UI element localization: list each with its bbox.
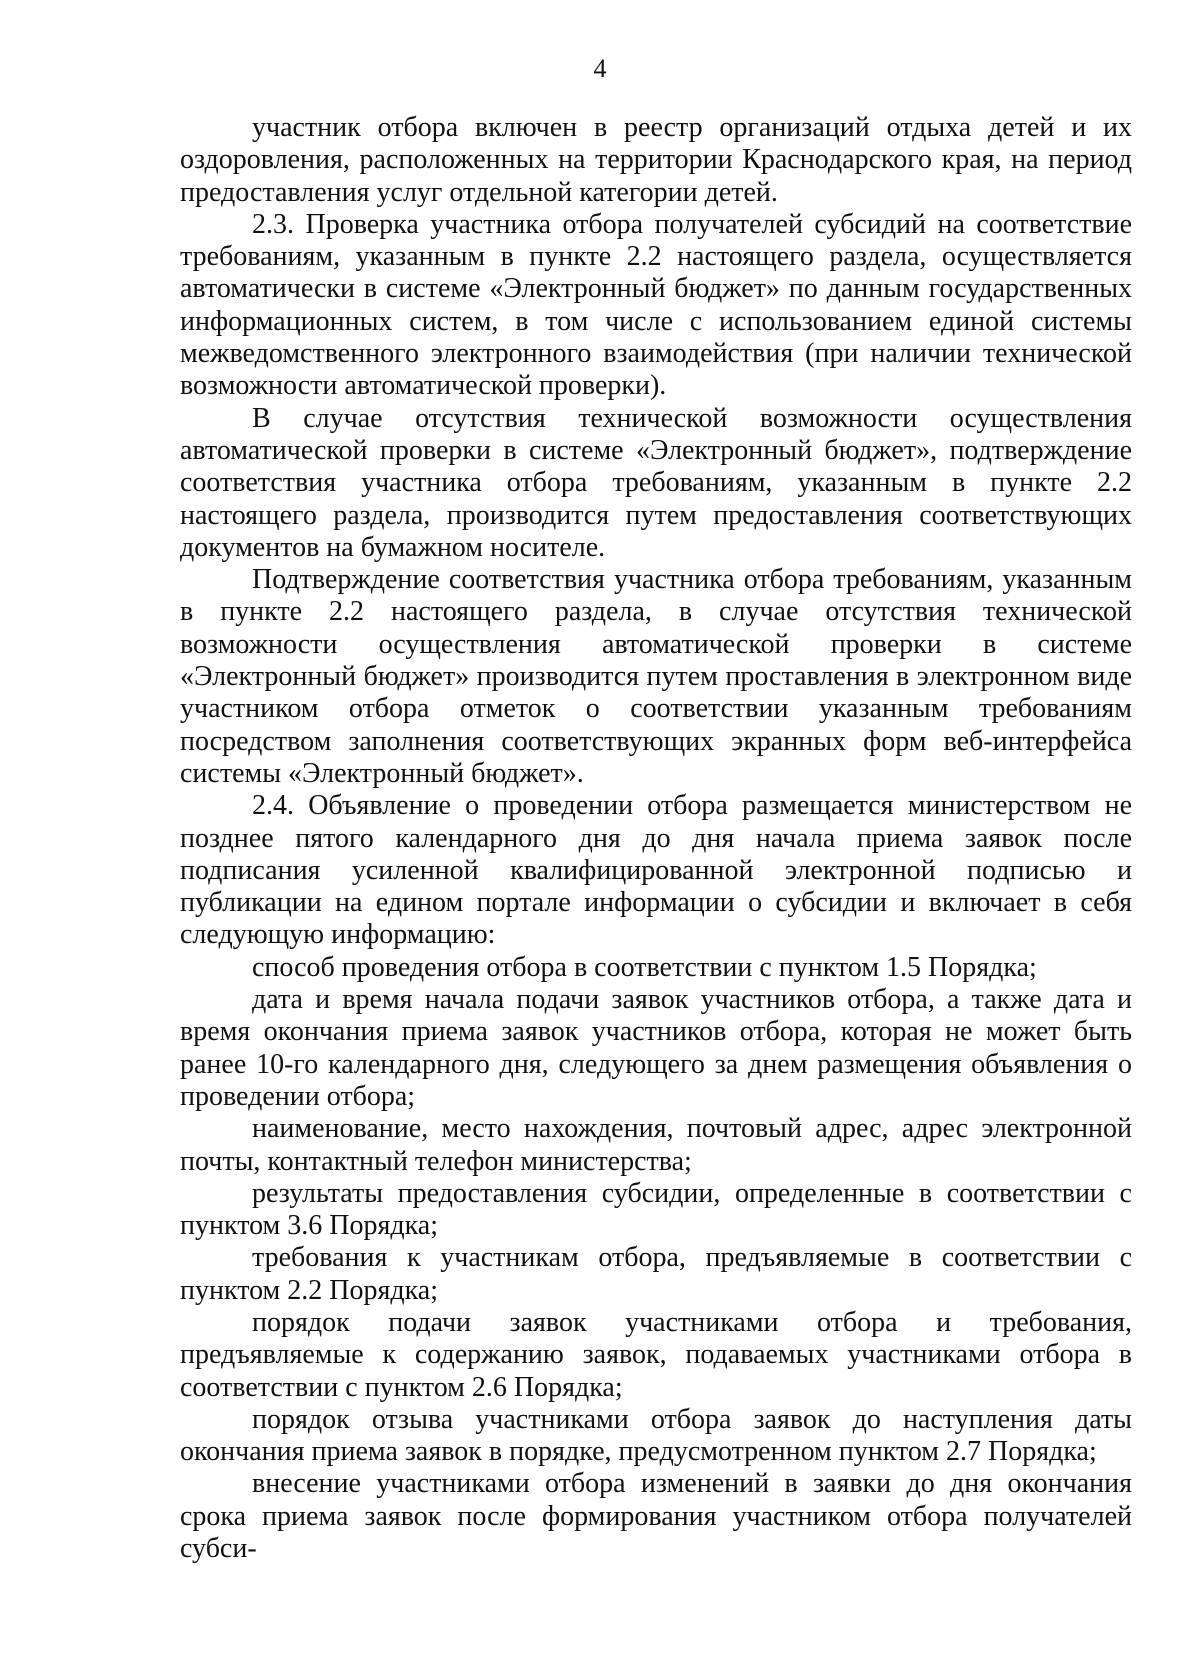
paragraph: Подтверждение соответствия участника отбора требованиям, указанным в пункте 2.2 настоящего раздела, в случае отсутствия технической возможности осуществления автоматической проверки в системе «Электронный бюджет» производится путем проставления в электронном виде участником отбора отметок о соответствии указанным требованиям посредством заполнения соответствующих экранных форм веб-интерфейса системы «Электронный бюджет». (180, 564, 1132, 789)
paragraph: внесение участниками отбора изменений в заявки до дня окончания срока приема заявок после формирования участником отбора получателей субси- (180, 1468, 1132, 1565)
page-number: 4 (593, 54, 607, 83)
paragraph: порядок подачи заявок участниками отбора и требования, предъявляемые к содержанию заявок, подаваемых участниками отбора в соответствии с пунктом 2.6 Порядка; (180, 1306, 1132, 1403)
paragraph: требования к участникам отбора, предъявляемые в соответствии с пунктом 2.2 Порядка; (180, 1242, 1132, 1306)
paragraph: 2.3. Проверка участника отбора получателей субсидий на соответствие требованиям, указанным в пункте 2.2 настоящего раздела, осуществляется автоматически в системе «Электронный бюджет» по данным государственных информационных систем, в том числе с использованием единой системы межведомственного электронного взаимодействия (при наличии технической возможности автоматической проверки). (180, 208, 1132, 402)
paragraph: участник отбора включен в реестр организаций отдыха детей и их оздоровления, расположенных на территории Краснодарского края, на период предоставления услуг отдельной категории детей. (180, 112, 1132, 208)
paragraph: В случае отсутствия технической возможности осуществления автоматической проверки в системе «Электронный бюджет», подтверждение соответствия участника отбора требованиям, указанным в пункте 2.2 настоящего раздела, производится путем предоставления соответствующих документов на бумажном носителе. (180, 402, 1132, 563)
paragraph: результаты предоставления субсидии, определенные в соответствии с пунктом 3.6 Порядка; (180, 1177, 1132, 1242)
paragraph: порядок отзыва участниками отбора заявок до наступления даты окончания приема заявок в порядке, предусмотренном пунктом 2.7 Порядка; (180, 1403, 1132, 1468)
paragraph: наименование, место нахождения, почтовый адрес, адрес электронной почты, контактный телефон министерства; (180, 1113, 1132, 1177)
paragraph: способ проведения отбора в соответствии с пунктом 1.5 Порядка; (252, 951, 1037, 983)
document-body (180, 112, 1132, 1565)
paragraph: дата и время начала подачи заявок участников отбора, а также дата и время окончания приема заявок участников отбора, которая не может быть ранее 10-го календарного дня, следующего за днем размещения объявления о проведении отбора; (180, 984, 1132, 1112)
paragraph: 2.4. Объявление о проведении отбора размещается министерством не позднее пятого календарного дня до дня начала приема заявок после подписания усиленной квалифицированной электронной подписью и публикации на едином портале информации о субсидии и включает в себя следующую информацию: (180, 790, 1132, 951)
